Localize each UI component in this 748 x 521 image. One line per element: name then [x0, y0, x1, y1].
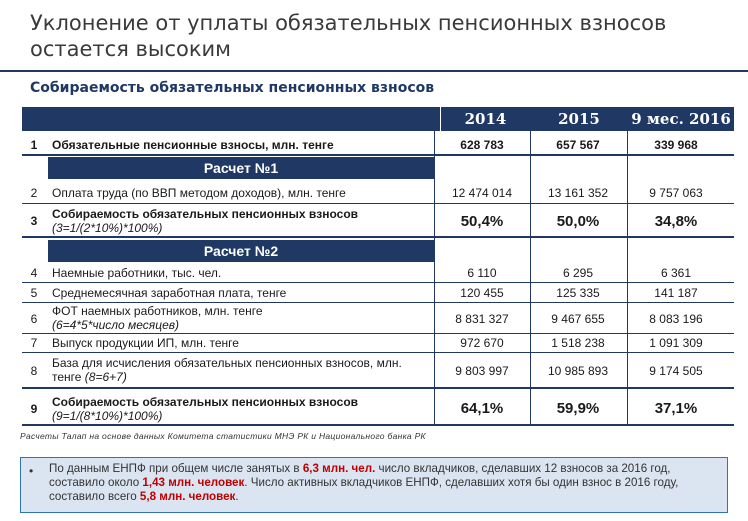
row-label: Наемные работники, тыс. чел. — [52, 266, 222, 280]
table-cell: 10 985 893 — [547, 364, 609, 378]
title-divider — [0, 70, 748, 72]
row-formula: (6=4*5*число месяцев) — [52, 318, 179, 332]
table-cell: 13 161 352 — [547, 186, 609, 200]
row-label: Обязательные пенсионные взносы, млн. тенге — [52, 138, 334, 152]
callout-text — [49, 462, 721, 504]
note-text: . — [235, 490, 239, 503]
row-number: 4 — [30, 266, 38, 280]
table-cell: 37,1% — [654, 400, 698, 417]
row-label: ФОТ наемных работников, млн. тенге — [52, 304, 263, 318]
row-number: 3 — [30, 214, 38, 228]
table-cell: 6 361 — [660, 266, 692, 280]
table-cell: 12 474 014 — [451, 186, 513, 200]
table-cell: 628 783 — [460, 138, 504, 152]
source-note: Расчеты Талап на основе данных Комитета статистики МНЭ РК и Национального банка РК — [20, 431, 426, 441]
table-cell: 9 174 505 — [649, 364, 703, 378]
table-cell: 8 831 327 — [455, 312, 509, 326]
table-cell: 339 968 — [654, 138, 698, 152]
table-subtitle: Собираемость обязательных пенсионных взносов — [30, 80, 435, 96]
calculation-1-header: Расчет №1 — [48, 157, 434, 179]
table-cell: 6 110 — [467, 266, 497, 280]
row-number: 5 — [30, 286, 38, 300]
calculation-2-header: Расчет №2 — [48, 240, 434, 262]
column-separator — [530, 107, 531, 426]
row-label — [52, 356, 432, 384]
page-title: Уклонение от уплаты обязательных пенсионных взносов остается высоким — [30, 11, 667, 61]
table-cell: 120 455 — [460, 286, 504, 300]
row-formula: (3=1/(2*10%)*100%) — [52, 221, 163, 235]
table-cell: 1 091 309 — [649, 336, 703, 350]
table-cell: 9 757 063 — [649, 186, 703, 200]
column-separator — [434, 107, 435, 426]
row-label: Собираемость обязательных пенсионных взносов — [52, 395, 359, 409]
table-cell: 59,9% — [556, 400, 600, 417]
row-number: 1 — [30, 138, 38, 152]
note-text: . Число активных вкладчиков ЕНПФ, сделавших хотя бы один взнос в 2016 году, составило всего — [49, 476, 679, 503]
table-cell: 50,4% — [460, 213, 504, 230]
row-label: Выпуск продукции ИП, млн. тенге — [52, 336, 239, 350]
table-cell: 125 335 — [556, 286, 600, 300]
row-label-text: База для исчисления обязательных пенсионных взносов, млн. тенге — [52, 356, 402, 384]
row-number: 9 — [30, 402, 38, 416]
table-cell: 50,0% — [556, 213, 600, 230]
row-label: Оплата труда (по ВВП методом доходов), млн. тенге — [52, 186, 346, 200]
note-highlight: 5,8 млн. человек — [139, 490, 236, 503]
row-number: 2 — [30, 186, 38, 200]
info-callout — [20, 457, 728, 513]
column-separator — [627, 107, 628, 426]
table-cell: 9 467 655 — [551, 312, 605, 326]
note-highlight: 1,43 млн. человек — [142, 476, 245, 489]
table-cell: 972 670 — [460, 336, 504, 350]
note-highlight: 6,3 млн. чел. — [302, 462, 376, 475]
table-cell: 64,1% — [460, 400, 504, 417]
row-label: Среднемесячная заработная плата, тенге — [52, 286, 287, 300]
row-number: 7 — [30, 336, 38, 350]
column-header-9m-2016: 9 мес. 2016 — [631, 110, 731, 128]
note-text: По данным ЕНПФ при общем числе занятых в — [49, 462, 303, 475]
row-label: Собираемость обязательных пенсионных взносов — [52, 207, 359, 221]
column-header-2014: 2014 — [464, 110, 507, 128]
row-formula: (9=1/(8*10%)*100%) — [52, 409, 163, 423]
column-header-2015: 2015 — [558, 110, 600, 128]
table-cell: 141 187 — [654, 286, 698, 300]
table-cell: 9 803 997 — [455, 364, 509, 378]
table-cell: 657 567 — [556, 138, 600, 152]
table-cell: 8 083 196 — [649, 312, 703, 326]
table-cell: 1 518 238 — [551, 336, 605, 350]
row-number: 8 — [30, 364, 38, 378]
row-number: 6 — [30, 312, 38, 326]
note-text: число вкладчиков, сделавших 12 взносов за 2016 год, составило около — [49, 462, 671, 489]
table-cell: 34,8% — [654, 213, 698, 230]
row-formula: (8=6+7) — [84, 370, 127, 384]
table-cell: 6 295 — [562, 266, 594, 280]
table-header-bar — [22, 107, 440, 131]
bullet: • — [29, 464, 34, 478]
